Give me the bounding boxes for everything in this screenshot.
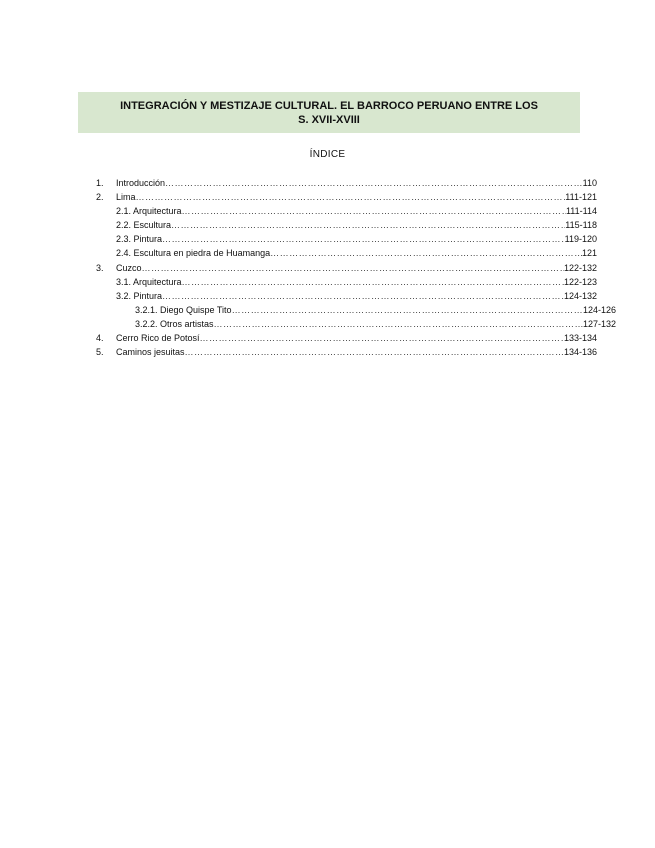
document-title-line-2: S. XVII-XVIII [298, 113, 360, 126]
toc-entry-number: 4. [96, 333, 104, 344]
toc-entry-number: 3. [96, 262, 104, 273]
toc-entry-pages: 124-132 [563, 290, 597, 301]
toc-entry-pages: 110 [582, 178, 597, 188]
toc-entry-label: 3.2.1. Diego Quispe Tito [135, 304, 232, 315]
toc-subentry [96, 232, 597, 246]
toc-entry-label: 2.2. Escultura [116, 220, 172, 231]
index-heading: ÍNDICE [309, 149, 346, 160]
toc-entry-pages: 119-120 [564, 234, 597, 245]
dot-leader [162, 289, 564, 303]
toc-entry-pages: 121 [581, 248, 597, 259]
dot-leader [200, 331, 564, 345]
toc-entry [96, 176, 597, 190]
toc-subentry [96, 275, 597, 289]
toc-entry-label: 2.4. Escultura en piedra de Huamanga [116, 248, 271, 259]
table-of-contents [96, 176, 616, 359]
toc-entry-label: 3.2. Pintura [116, 290, 163, 301]
title-banner [78, 92, 580, 133]
toc-entry-pages: 115-118 [565, 220, 597, 231]
toc-subentry [96, 204, 597, 218]
dot-leader [232, 303, 583, 317]
dot-leader [182, 275, 564, 289]
toc-subsubentry [96, 303, 616, 317]
toc-entry-label: Lima [116, 192, 136, 203]
toc-entry-pages: 122-123 [563, 276, 597, 287]
toc-entry-label: Cerro Rico de Potosí [116, 333, 200, 344]
toc-entry-pages: 133-134 [563, 333, 597, 344]
toc-entry-pages: 134-136 [563, 347, 597, 358]
toc-entry [96, 331, 597, 345]
toc-entry-label: 2.3. Pintura [116, 234, 163, 245]
toc-entry-number: 5. [96, 347, 104, 358]
toc-entry-label: Caminos jesuitas [116, 347, 185, 358]
dot-leader [214, 317, 583, 331]
dot-leader [165, 176, 583, 190]
toc-entry-label: 3.1. Arquitectura [116, 276, 182, 287]
toc-entry [96, 190, 597, 204]
toc-entry [96, 345, 597, 359]
toc-subentry [96, 246, 597, 260]
toc-subentry [96, 289, 597, 303]
toc-entry-number: 1. [96, 178, 104, 188]
toc-entry-label: Cuzco [116, 262, 142, 273]
toc-entry-pages: 111-121 [565, 192, 597, 203]
dot-leader [136, 190, 566, 204]
toc-entry-pages: 111-114 [565, 206, 597, 217]
toc-entry-label: 3.2.2. Otros artistas [135, 318, 214, 329]
toc-subentry [96, 218, 597, 232]
toc-entry-pages: 127-132 [582, 318, 616, 329]
toc-entry-label: Introducción [116, 178, 166, 188]
dot-leader [162, 232, 565, 246]
toc-entry [96, 261, 597, 275]
dot-leader [185, 345, 564, 359]
toc-entry-number: 2. [96, 192, 104, 203]
toc-entry-pages: 124-126 [582, 304, 616, 315]
dot-leader [171, 218, 565, 232]
toc-subsubentry [96, 317, 616, 331]
document-title-line-1: INTEGRACIÓN Y MESTIZAJE CULTURAL. EL BARROCO PERUANO ENTRE LOS [120, 99, 538, 112]
toc-entry-pages: 122-132 [563, 262, 597, 273]
dot-leader [182, 204, 566, 218]
toc-entry-label: 2.1. Arquitectura [116, 206, 182, 217]
dot-leader [142, 261, 564, 275]
dot-leader [270, 246, 582, 260]
